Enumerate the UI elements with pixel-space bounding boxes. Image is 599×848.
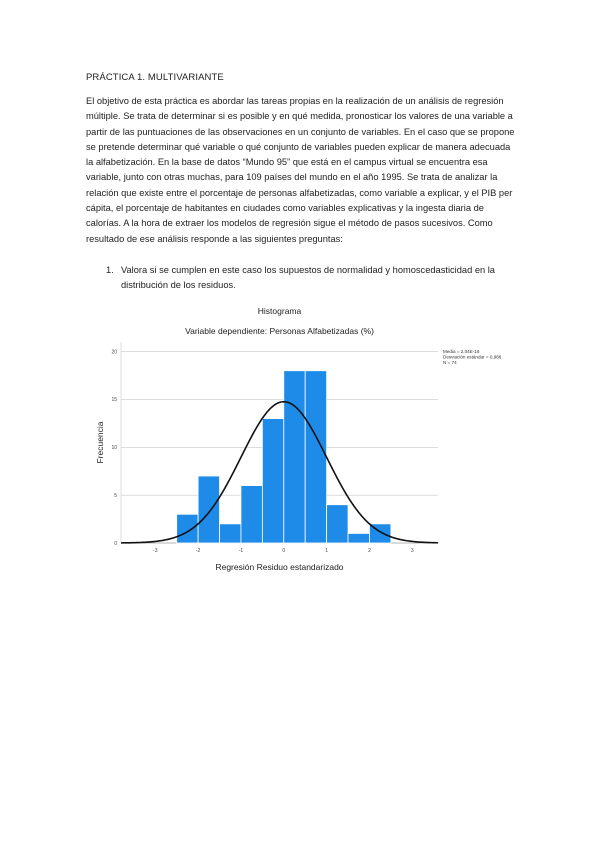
y-axis-ticks <box>111 349 117 546</box>
x-tick-label: 3 <box>410 548 414 554</box>
y-tick-label: 5 <box>114 492 117 499</box>
y-tick-label: 20 <box>111 349 117 356</box>
x-tick-label: -2 <box>195 548 201 554</box>
chart-subtitle: Variable dependiente: Personas Alfabetizadas (%) <box>185 326 374 336</box>
stat-n: N = 74 <box>443 360 457 366</box>
y-tick-label: 15 <box>111 397 117 404</box>
histogram-bar <box>241 486 262 543</box>
chart-title: Histograma <box>257 306 302 316</box>
x-tick-label: -1 <box>238 548 244 554</box>
x-tick-label: 2 <box>368 548 371 554</box>
x-tick-label: 1 <box>325 548 329 554</box>
chart-stats-legend <box>443 349 502 365</box>
histogram-bar <box>177 514 198 543</box>
x-tick-label: -3 <box>153 548 158 554</box>
y-tick-label: 10 <box>111 445 117 452</box>
stat-std-dev: Desviación estándar = 0,986 <box>443 354 502 360</box>
histogram-bar <box>262 419 283 543</box>
x-axis-ticks <box>153 548 414 554</box>
histogram-bar <box>305 371 326 543</box>
y-axis-label: Frecuencia <box>95 421 105 464</box>
y-tick-label: 0 <box>114 540 117 547</box>
histogram-bar <box>220 524 241 543</box>
histogram-bar <box>348 533 369 543</box>
histogram-bar <box>198 476 219 543</box>
chart-bars <box>177 371 391 543</box>
list-item-number: 1. <box>106 265 114 275</box>
histogram-bar <box>284 371 305 543</box>
document-paragraph: El objetivo de esta práctica es abordar las tareas propias en la realización de un análisis de regresión múltiple. Se trata de determinar si es posible y en qué medida, pronosticar los valores de una variable a partir de las puntuaciones de las observaciones en un conjunto de variables. En el caso que se propone se pretende determinar qué variable o qué conjunto de variables pueden explicar de manera adecuada la alfabetización. En la base de datos “Mundo 95” que está en el campus virtual se encuentra esa variable, junto con otras muchas, para 109 países del mundo en el año 1995. Se trata de analizar la relación que existe entre el porcentaje de personas alfabetizadas, como variable a explicar, y el PIB per cápita, el porcentaje de habitantes en ciudades como variables explicativas y la ingesta diaria de calorías. A la hora de extraer los modelos de regresión sigue el método de pasos sucesivos. Como resultado de ese análisis responde a las siguientes preguntas: <box>86 96 515 244</box>
x-tick-label: 0 <box>282 548 286 554</box>
document-heading: PRÁCTICA 1. MULTIVARIANTE <box>86 72 224 83</box>
list-item-text: Valora si se cumplen en este caso los supuestos de normalidad y homoscedasticidad en la distribución de los residuos. <box>121 265 495 291</box>
stat-mean: Media = 2,04E-16 <box>443 349 480 354</box>
histogram-bar <box>327 505 348 543</box>
x-axis-label: Regresión Residuo estandarizado <box>215 562 344 572</box>
